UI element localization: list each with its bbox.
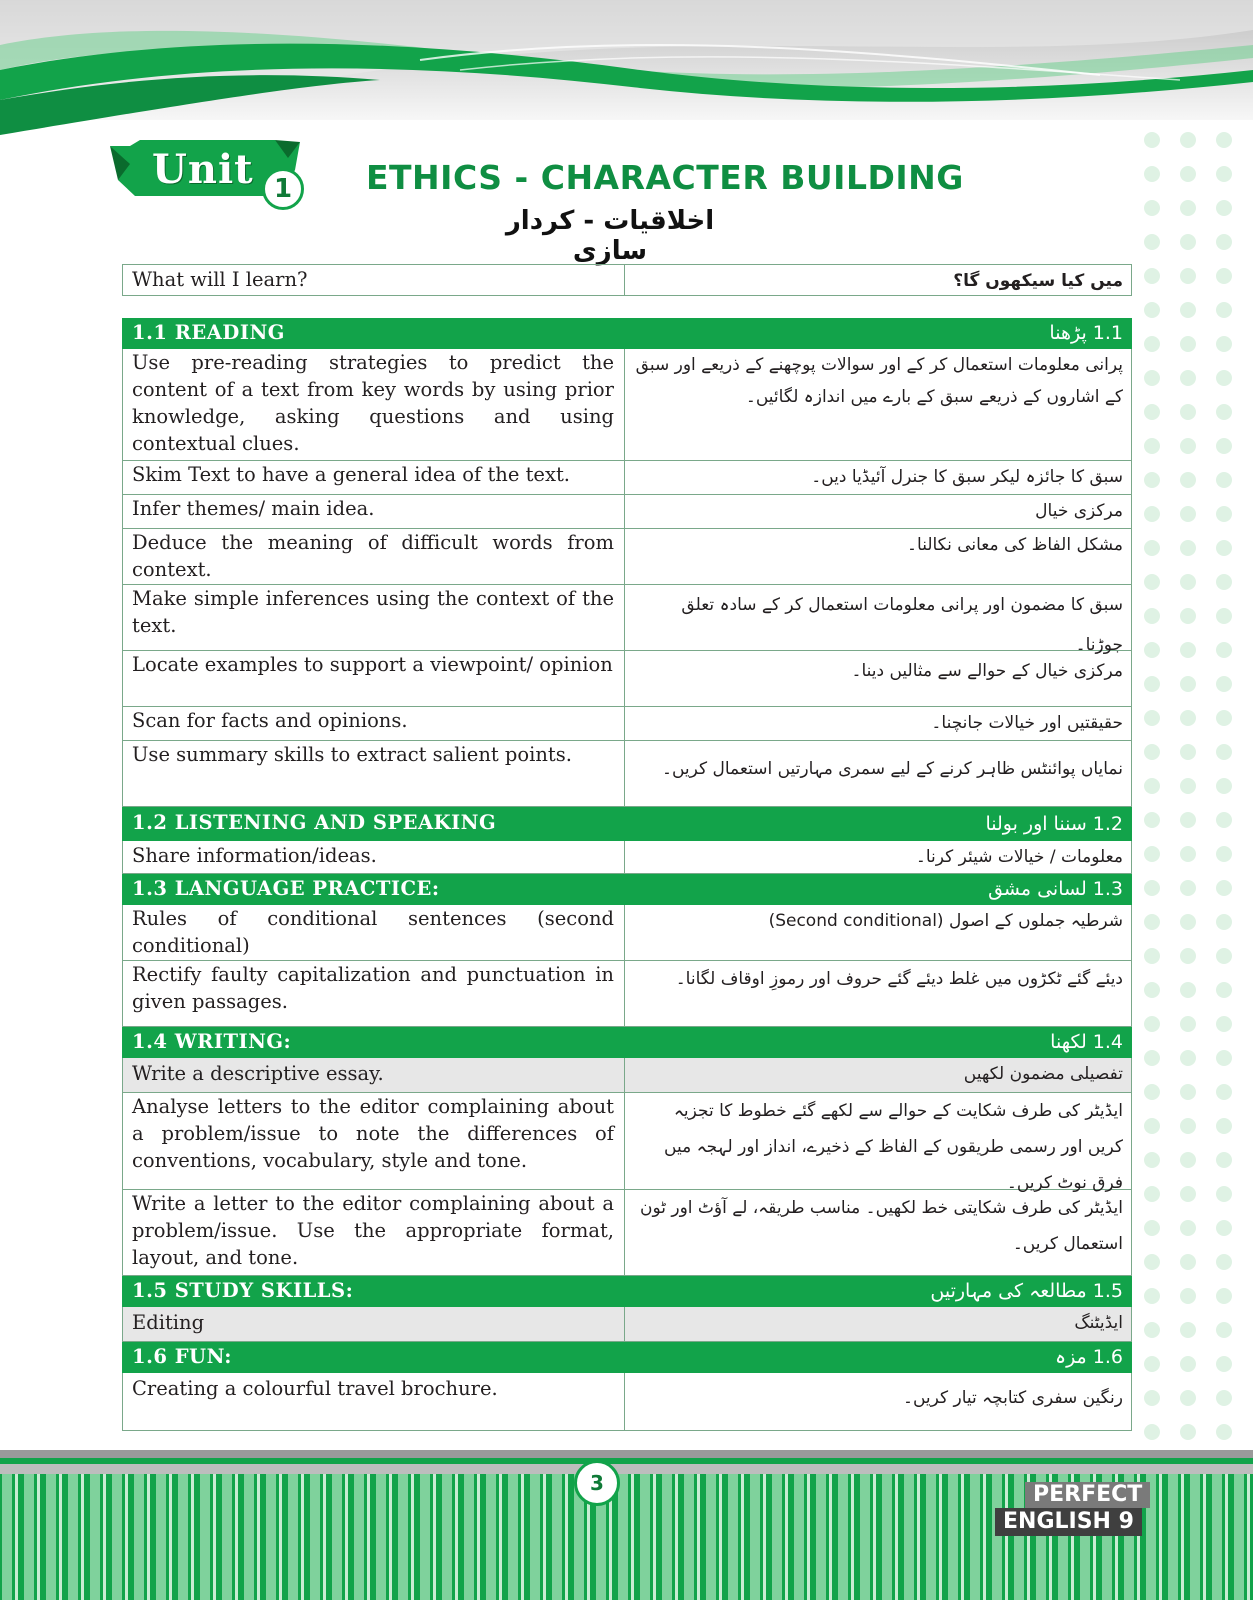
objective-english: Rules of conditional sentences (second conditional) [123,905,625,960]
section-heading-language-practice [122,874,1132,905]
objective-english: Share information/ideas. [123,841,625,873]
objective-english: Use summary skills to extract salient points. [123,741,625,806]
objective-urdu: ایڈیٹر کی طرف شکایت کے حوالے سے لکھے گئے خطوط کا تجزیہ کریں اور رسمی طریقوں کے الفاظ کے ذخیرے، انداز اور لہجہ میں فرق نوٹ کریں۔ [664,1101,1123,1193]
learning-objectives-table [122,264,1132,1431]
page-title-urdu: اخلاقیات - کردار سازی [505,206,715,266]
objective-english: Locate examples to support a viewpoint/ opinion [123,651,625,706]
objective-row [122,1190,1132,1276]
section-heading-urdu: 1.4 لکھنا [1050,1031,1123,1053]
section-heading-writing [122,1027,1132,1058]
brand-line-perfect: PERFECT [1025,1482,1150,1508]
objective-urdu: مرکزی خیال [1035,501,1123,521]
section-heading-urdu: 1.6 مزہ [1054,1346,1123,1368]
objective-urdu: رنگین سفری کتابچہ تیار کریں۔ [903,1388,1123,1408]
section-heading-english: 1.3 LANGUAGE PRACTICE: [132,877,440,900]
objective-english: Skim Text to have a general idea of the text. [123,461,625,494]
objective-urdu: سبق کا جائزہ لیکر سبق کا جنرل آئیڈیا دیں۔ [811,467,1123,487]
objective-row [122,1093,1132,1193]
book-brand [995,1482,1245,1538]
objective-urdu: حقیقتیں اور خیالات جانچنا۔ [931,713,1123,733]
unit-label: Unit [152,146,254,193]
objective-english: Write a descriptive essay. [123,1058,625,1092]
objective-row [122,585,1132,655]
objective-row [122,707,1132,741]
objective-english: Analyse letters to the editor complaining about a problem/issue to note the differences of conventions, vocabulary, style and tone. [123,1093,625,1189]
objective-row [122,741,1132,807]
section-heading-urdu: 1.1 پڑھنا [1049,322,1123,344]
intro-english: What will I learn? [123,265,625,295]
objective-row [122,651,1132,707]
objective-urdu: سبق کا مضمون اور پرانی معلومات استعمال کر کے سادہ تعلق جوڑنا۔ [681,595,1123,655]
objective-row [122,841,1132,874]
objective-row [122,905,1132,961]
objective-row [122,1307,1132,1342]
section-heading-english: 1.2 LISTENING AND SPEAKING [132,811,497,834]
unit-badge [110,140,310,210]
objective-urdu: شرطیہ جملوں کے اصول (Second conditional) [768,911,1123,931]
objective-english: Creating a colourful travel brochure. [123,1373,625,1430]
objective-english: Write a letter to the editor complaining about a problem/issue. Use the appropriate format, layout, and tone. [123,1190,625,1275]
section-heading-english: 1.5 STUDY SKILLS: [132,1279,354,1302]
section-heading-reading [122,318,1132,349]
section-heading-english: 1.4 WRITING: [132,1030,292,1053]
section-heading-listening-speaking [122,807,1132,841]
objective-urdu: نمایاں پوائنٹس ظاہر کرنے کے لیے سمری مہارتیں استعمال کریں۔ [662,759,1123,779]
objective-row [122,349,1132,461]
intro-urdu: میں کیا سیکھوں گا؟ [953,271,1123,291]
section-heading-study-skills [122,1276,1132,1307]
objective-urdu: معلومات / خیالات شیئر کرنا۔ [915,847,1123,867]
objective-row [122,461,1132,495]
objective-row [122,1058,1132,1093]
objective-urdu: دیئے گئے ٹکڑوں میں غلط دیئے گئے حروف اور رموزِ اوقاف لگانا۔ [675,969,1123,989]
objective-english: Infer themes/ main idea. [123,495,625,528]
objective-urdu: پرانی معلومات استعمال کر کے اور سوالات پوچھنے کے ذریعے اور سبق کے اشاروں کے ذریعے سبق کے بارے میں اندازہ لگائیں۔ [635,355,1123,407]
intro-row [122,264,1132,296]
section-heading-english: 1.1 READING [132,321,285,344]
objective-row [122,495,1132,529]
objective-english: Editing [123,1307,625,1341]
objective-urdu: مشکل الفاظ کی معانی نکالنا۔ [907,535,1123,555]
section-heading-urdu: 1.3 لسانی مشق [988,878,1123,900]
objective-english: Make simple inferences using the context of the text. [123,585,625,650]
objective-row [122,1373,1132,1431]
section-heading-urdu: 1.2 سننا اور بولنا [985,813,1123,835]
objective-row [122,529,1132,585]
objective-urdu: مرکزی خیال کے حوالے سے مثالیں دینا۔ [851,661,1123,681]
section-heading-fun [122,1342,1132,1373]
page-number: 3 [574,1460,620,1506]
brand-line-english: ENGLISH 9 [995,1508,1142,1536]
objective-english: Use pre-reading strategies to predict the content of a text from key words by using prior knowledge, asking questions and using contextual clues. [123,349,625,460]
decorative-dot-pattern [1140,130,1253,1480]
objective-urdu: ایڈیٹنگ [1074,1313,1123,1333]
unit-number: 1 [262,168,304,210]
header-wave-banner [0,0,1253,140]
objective-urdu: تفصیلی مضمون لکھیں [963,1064,1123,1084]
objective-english: Deduce the meaning of difficult words from context. [123,529,625,584]
objective-english: Rectify faulty capitalization and punctuation in given passages. [123,961,625,1026]
objective-english: Scan for facts and opinions. [123,707,625,740]
objective-row [122,961,1132,1027]
objective-urdu: ایڈیٹر کی طرف شکایتی خط لکھیں۔ مناسب طریقہ، لے آؤٹ اور ٹون استعمال کریں۔ [639,1198,1123,1254]
section-heading-urdu: 1.5 مطالعہ کی مہارتیں [930,1280,1123,1302]
section-heading-english: 1.6 FUN: [132,1345,232,1368]
page-title: ETHICS - CHARACTER BUILDING [366,158,964,197]
